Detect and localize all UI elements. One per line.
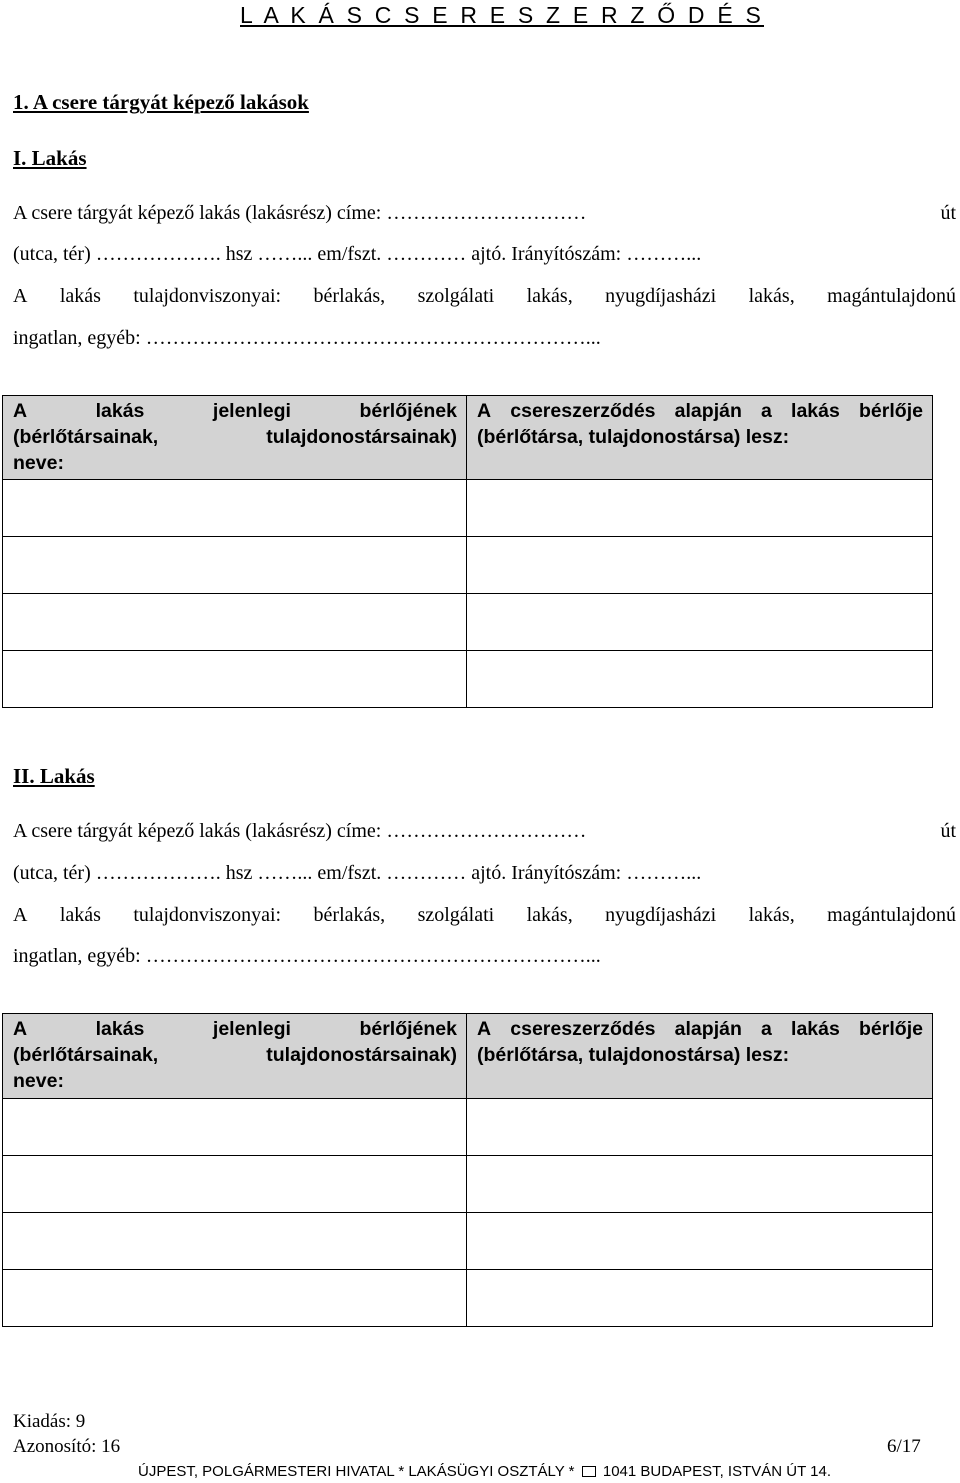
block-1-other-line: ingatlan, egyéb: …………………………………………………………... [13,327,601,349]
footer-address: 1041 BUDAPEST, ISTVÁN ÚT 14. [602,1463,832,1480]
block-2-tenant-table [2,1013,933,1327]
footer-identifier: Azonosító: 16 [13,1436,121,1457]
future-tenant-cell[interactable] [467,1156,933,1213]
future-tenant-cell[interactable] [467,594,933,651]
ownership-word: lakás, [526,904,573,926]
header-word: A [477,1018,492,1040]
current-tenant-cell[interactable] [3,537,467,594]
block-2-heading: II. Lakás [13,764,95,788]
future-tenant-cell[interactable] [467,1099,933,1156]
ownership-word: A [13,285,28,307]
block-2-other-line: ingatlan, egyéb: …………………………………………………………... [13,945,601,967]
future-tenant-cell[interactable] [467,1213,933,1270]
header-word: lakás [791,400,840,422]
ownership-word: tulajdonviszonyai: [133,285,282,307]
current-tenant-cell[interactable] [3,594,467,651]
header-word: bérlője [859,1018,923,1040]
header-word: neve: [13,1070,64,1092]
section-heading: 1. A csere tárgyát képező lakások [13,90,309,114]
footer-edition: Kiadás: 9 [13,1411,86,1432]
ownership-word: magántulajdonú [827,904,956,926]
current-tenant-cell[interactable] [3,480,467,537]
current-tenant-header [3,1014,467,1099]
header-word: a [761,400,772,422]
address-end: út [940,820,956,842]
header-word: a [761,1018,772,1040]
ownership-word: magántulajdonú [827,285,956,307]
block-1-heading: I. Lakás [13,146,87,170]
block-1-address-line-2: (utca, tér) ………………. hsz ……... em/fszt. ………… ajtó. Irányítószám: ………... [13,243,702,265]
document-title: L A K Á S C S E R E S Z E R Z Ő D É S [240,2,764,28]
header-word: A [13,400,28,422]
header-word: lakás [791,1018,840,1040]
future-tenant-cell[interactable] [467,1270,933,1327]
ownership-word: tulajdonviszonyai: [133,904,282,926]
footer-page-number: 6/17 [887,1436,921,1457]
current-tenant-header [3,396,467,480]
ownership-word: bérlakás, [313,904,386,926]
block-1-tenant-table [2,395,933,708]
address-label: A csere tárgyát képező lakás (lakásrész) címe: [13,202,382,224]
header-word: jelenlegi [212,400,291,422]
header-word: (bérlőtársainak, [13,426,159,448]
current-tenant-cell[interactable] [3,1156,467,1213]
header-word: lakás [95,1018,145,1040]
future-tenant-header [467,396,933,480]
header-word: lakás [95,400,145,422]
current-tenant-cell[interactable] [3,651,467,708]
footer-office: ÚJPEST, POLGÁRMESTERI HIVATAL * LAKÁSÜGYI OSZTÁLY * [138,1463,575,1480]
ownership-word: szolgálati [417,904,495,926]
header-word: (bérlőtársainak, [13,1044,159,1066]
current-tenant-cell[interactable] [3,1099,467,1156]
envelope-icon [582,1466,596,1477]
address-dots: ………………………… [386,202,587,224]
block-1-address-line-1 [13,202,956,225]
header-word: csereszerződés [510,1018,656,1040]
future-tenant-cell[interactable] [467,651,933,708]
header-word: A [13,1018,28,1040]
header-word: alapján [674,1018,742,1040]
future-tenant-header [467,1014,933,1099]
header-word: tulajdonostársainak) [266,426,457,448]
header-word: bérlője [859,400,923,422]
ownership-word: nyugdíjasházi [605,285,717,307]
ownership-word: szolgálati [417,285,495,307]
address-label: A csere tárgyát képező lakás (lakásrész) címe: [13,820,382,842]
address-dots: ………………………… [386,820,587,842]
header-word: csereszerződés [510,400,656,422]
current-tenant-cell[interactable] [3,1270,467,1327]
ownership-word: lakás, [526,285,573,307]
address-end: út [940,202,956,224]
ownership-word: lakás [59,904,101,926]
header-word: bérlőjének [359,400,457,422]
ownership-word: A [13,904,28,926]
future-tenant-cell[interactable] [467,480,933,537]
header-word: jelenlegi [212,1018,291,1040]
header-word: neve: [13,452,64,474]
header-word: alapján [674,400,742,422]
header-line: (bérlőtársa, tulajdonostársa) lesz: [477,426,790,448]
block-2-ownership-line [13,904,956,927]
header-word: bérlőjének [359,1018,457,1040]
block-2-address-line-1 [13,820,956,843]
ownership-word: lakás [59,285,101,307]
footer-address-strip [138,1463,831,1480]
future-tenant-cell[interactable] [467,537,933,594]
ownership-word: nyugdíjasházi [605,904,717,926]
block-1-ownership-line [13,285,956,308]
ownership-word: lakás, [748,285,795,307]
current-tenant-cell[interactable] [3,1213,467,1270]
ownership-word: lakás, [748,904,795,926]
header-line: (bérlőtársa, tulajdonostársa) lesz: [477,1044,790,1066]
block-2-address-line-2: (utca, tér) ………………. hsz ……... em/fszt. ………… ajtó. Irányítószám: ………... [13,862,702,884]
header-word: tulajdonostársainak) [266,1044,457,1066]
ownership-word: bérlakás, [313,285,386,307]
header-word: A [477,400,492,422]
